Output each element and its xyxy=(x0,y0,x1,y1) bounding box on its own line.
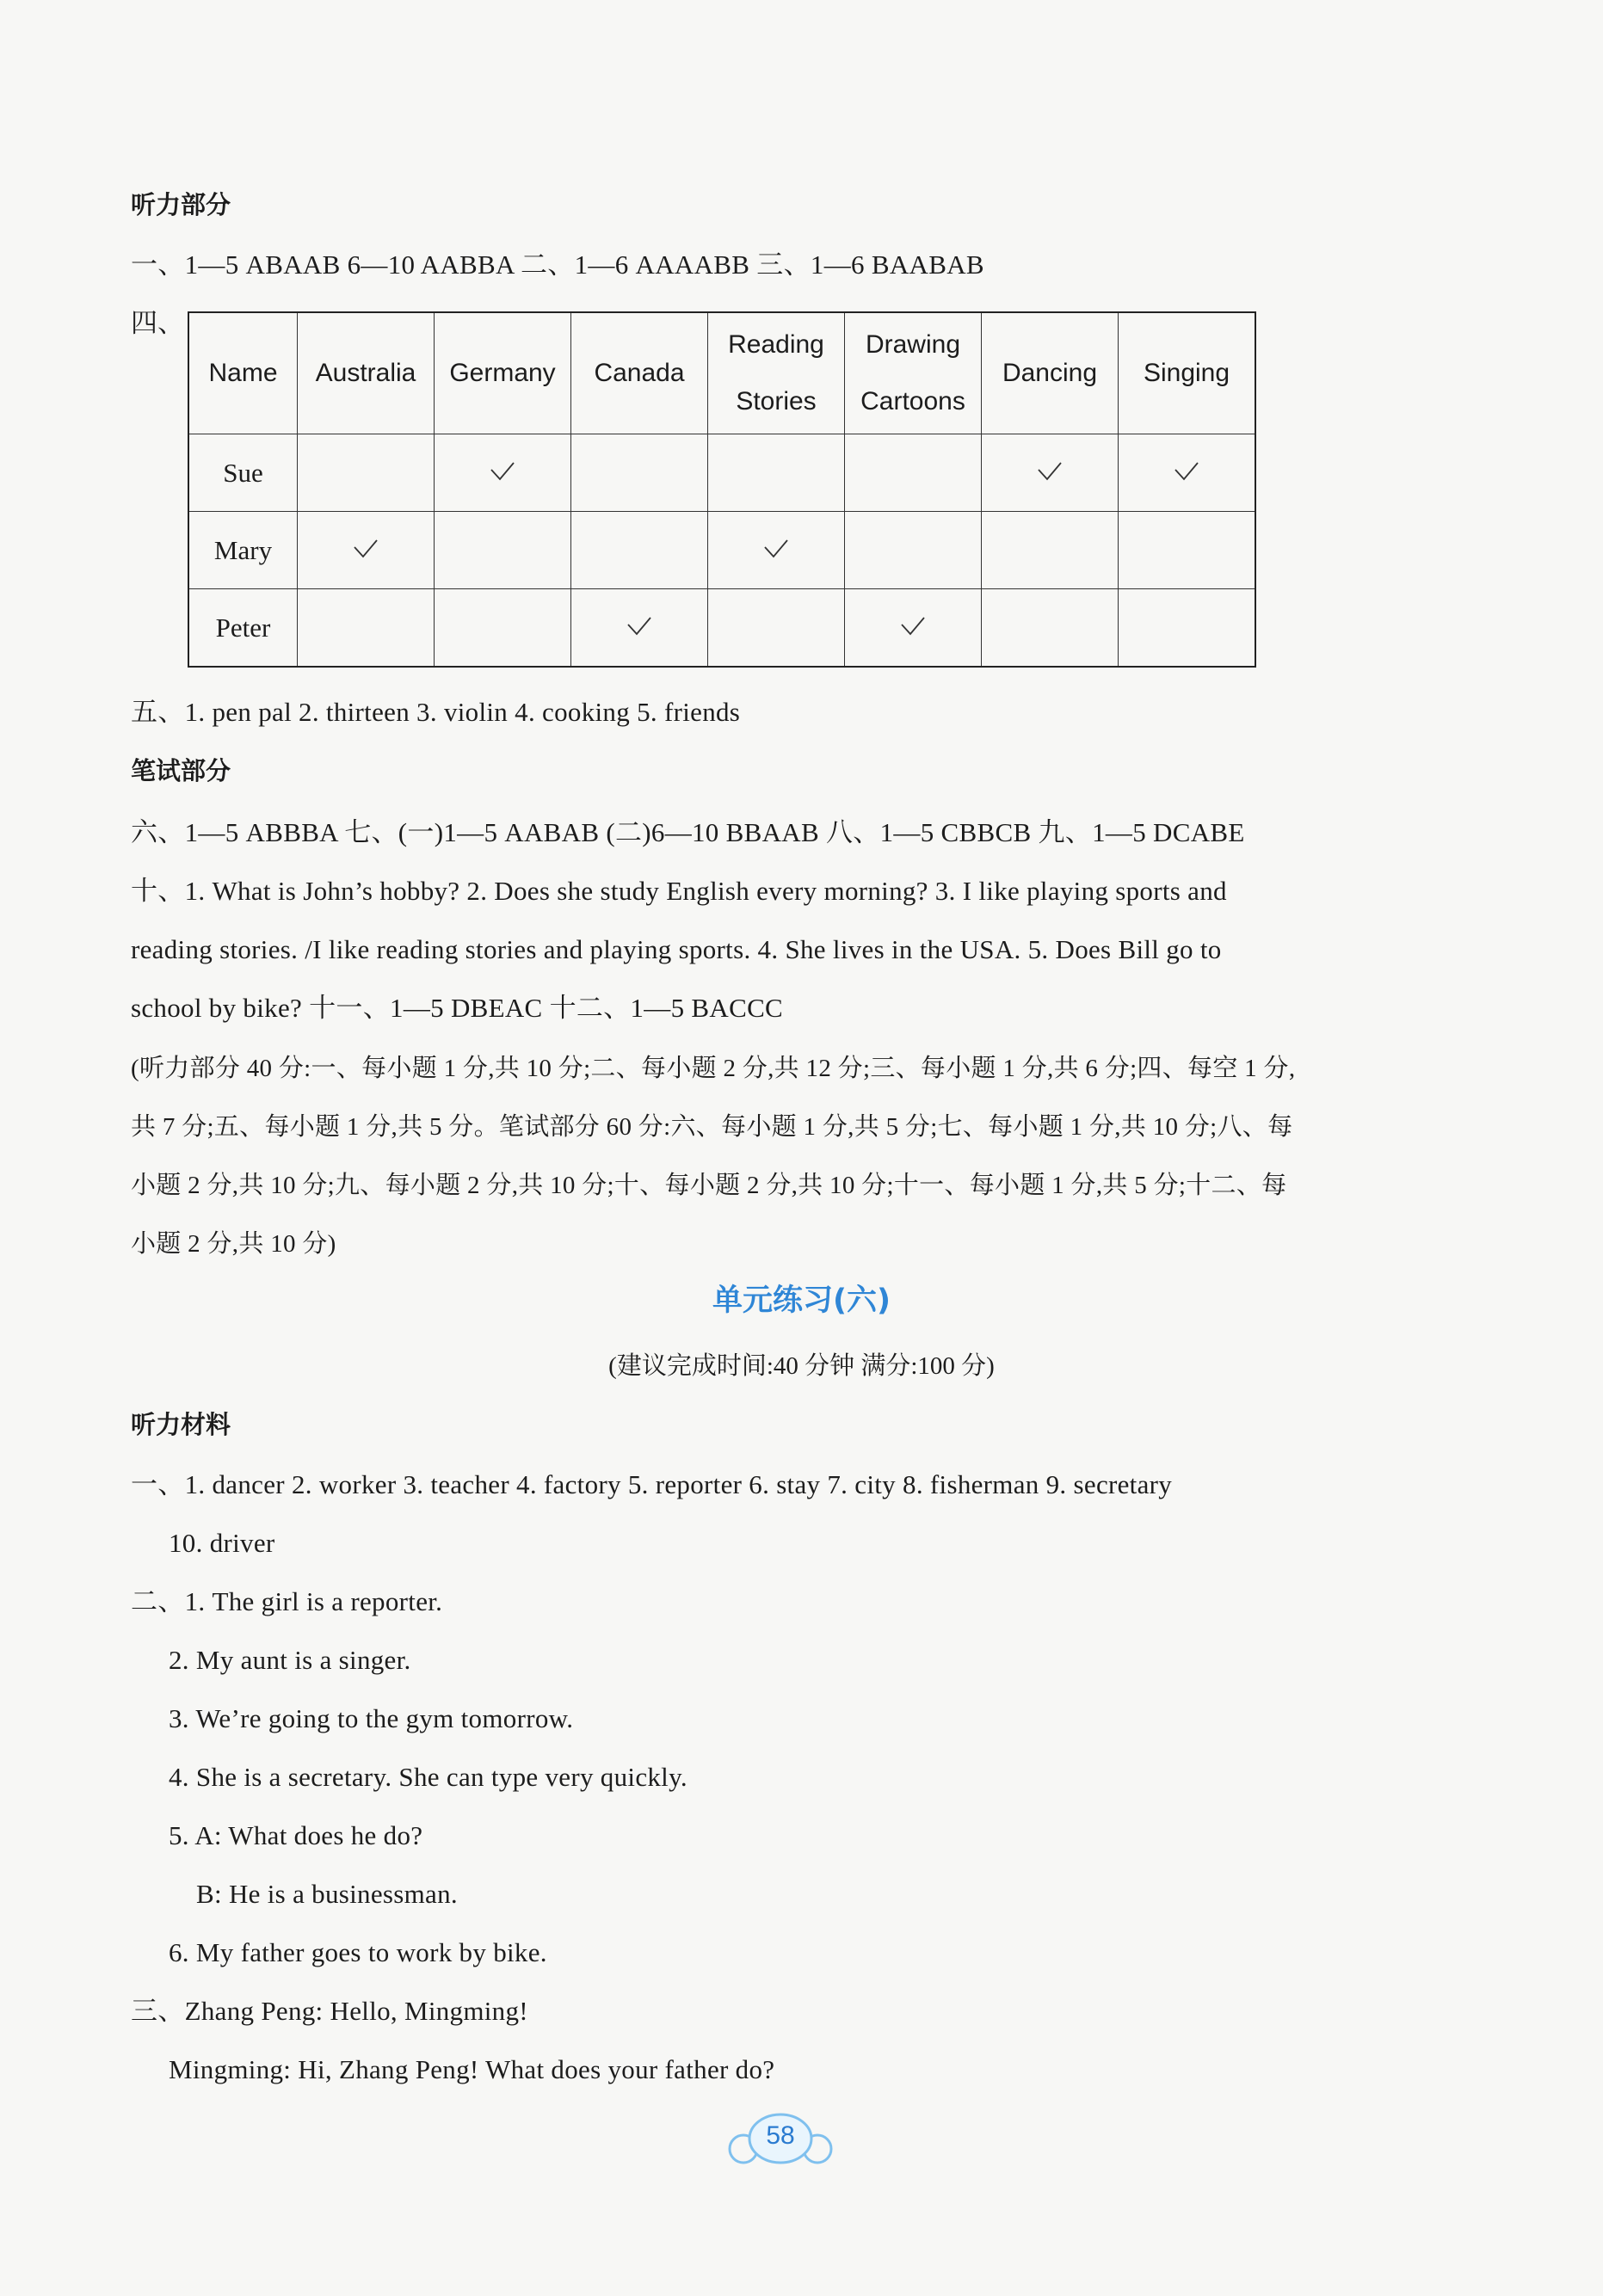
check-mark-icon xyxy=(490,461,515,482)
materials-3-line-2: Mingming: Hi, Zhang Peng! What does your father do? xyxy=(169,2054,775,2084)
table-cell xyxy=(298,512,435,589)
table-cell xyxy=(435,434,571,512)
materials-2-item-4: 4. She is a secretary. She can type very quickly. xyxy=(169,1762,687,1792)
table-cell xyxy=(708,512,845,589)
check-mark-icon xyxy=(900,616,926,637)
materials-3-line-1: 三、Zhang Peng: Hello, Mingming! xyxy=(131,1996,528,2026)
listening-heading: 听力部分 xyxy=(131,190,231,219)
table-cell xyxy=(571,512,708,589)
table-cell xyxy=(982,512,1119,589)
table-cell xyxy=(1119,434,1256,512)
table-row xyxy=(188,434,1255,512)
table-cell xyxy=(435,589,571,668)
table-cell xyxy=(982,589,1119,668)
scoring-line-1: (听力部分 40 分:一、每小题 1 分,共 10 分;二、每小题 2 分,共 12 分;三、每小题 1 分,共 6 分;四、每空 1 分, xyxy=(131,1055,1296,1082)
check-mark-icon xyxy=(353,539,379,559)
materials-2-item-5b: B: He is a businessman. xyxy=(196,1879,458,1909)
check-mark-icon xyxy=(1174,461,1199,482)
header-dancing: Dancing xyxy=(982,312,1119,434)
header-drawing-cartoons: Drawing Cartoons xyxy=(845,312,982,434)
table-cell xyxy=(982,434,1119,512)
table-row xyxy=(188,512,1255,589)
table-cell xyxy=(571,434,708,512)
row-name: Peter xyxy=(188,589,298,668)
header-singing: Singing xyxy=(1119,312,1256,434)
table-cell xyxy=(298,589,435,668)
table-cell xyxy=(708,589,845,668)
materials-1-line-2: 10. driver xyxy=(169,1528,275,1558)
check-mark-icon xyxy=(763,539,789,559)
materials-2-item-1: 二、1. The girl is a reporter. xyxy=(131,1586,443,1616)
hobby-country-table xyxy=(188,311,1256,668)
header-reading-stories: Reading Stories xyxy=(708,312,845,434)
header-australia: Australia xyxy=(298,312,435,434)
written-heading: 笔试部分 xyxy=(131,756,231,785)
table-cell xyxy=(1119,589,1256,668)
check-mark-icon xyxy=(1037,461,1063,482)
section-10-line-3: school by bike? 十一、1—5 DBEAC 十二、1—5 BACCC xyxy=(131,993,784,1023)
table-cell xyxy=(435,512,571,589)
materials-2-item-3: 3. We’re going to the gym tomorrow. xyxy=(169,1703,574,1733)
row-name: Mary xyxy=(188,512,298,589)
unit-subtitle: (建议完成时间:40 分钟 满分:100 分) xyxy=(608,1352,995,1380)
materials-heading: 听力材料 xyxy=(131,1410,231,1439)
section-4-label: 四、 xyxy=(131,308,184,338)
table-cell xyxy=(708,434,845,512)
table-cell xyxy=(845,589,982,668)
page-number-badge xyxy=(724,2109,836,2170)
table-header-row xyxy=(188,312,1255,434)
scoring-line-4: 小题 2 分,共 10 分) xyxy=(131,1230,336,1258)
materials-2-item-5a: 5. A: What does he do? xyxy=(169,1820,423,1850)
table-cell xyxy=(845,434,982,512)
section-10-line-2: reading stories. /I like reading stories and playing sports. 4. She lives in the USA. 5. Does Bill go to xyxy=(131,934,1222,964)
materials-2-item-6: 6. My father goes to work by bike. xyxy=(169,1937,547,1967)
section-5-answers: 五、1. pen pal 2. thirteen 3. violin 4. cooking 5. friends xyxy=(131,697,741,727)
header-canada: Canada xyxy=(571,312,708,434)
materials-1-line-1: 一、1. dancer 2. worker 3. teacher 4. factory 5. reporter 6. stay 7. city 8. fisherman 9. secretary xyxy=(131,1469,1173,1499)
written-answers-6-9: 六、1—5 ABBBA 七、(一)1—5 AABAB (二)6—10 BBAAB 八、1—5 CBBCB 九、1—5 DCABE xyxy=(131,817,1245,847)
table-cell xyxy=(1119,512,1256,589)
table-row xyxy=(188,589,1255,668)
check-mark-icon xyxy=(626,616,652,637)
page-number: 58 xyxy=(766,2121,795,2150)
listening-answers-1-3: 一、1—5 ABAAB 6—10 AABBA 二、1—6 AAAABB 三、1—6 BAABAB xyxy=(131,249,984,280)
header-name: Name xyxy=(188,312,298,434)
materials-2-item-2: 2. My aunt is a singer. xyxy=(169,1645,411,1675)
table-cell xyxy=(298,434,435,512)
table-cell xyxy=(571,589,708,668)
section-10-line-1: 十、1. What is John’s hobby? 2. Does she study English every morning? 3. I like playing sports and xyxy=(131,876,1227,906)
unit-title: 单元练习(六) xyxy=(712,1283,891,1318)
row-name: Sue xyxy=(188,434,298,512)
scoring-line-2: 共 7 分;五、每小题 1 分,共 5 分。笔试部分 60 分:六、每小题 1 分,共 5 分;七、每小题 1 分,共 10 分;八、每 xyxy=(131,1113,1293,1141)
table-cell xyxy=(845,512,982,589)
header-germany: Germany xyxy=(435,312,571,434)
scoring-line-3: 小题 2 分,共 10 分;九、每小题 2 分,共 10 分;十、每小题 2 分,共 10 分;十一、每小题 1 分,共 5 分;十二、每 xyxy=(131,1172,1287,1199)
